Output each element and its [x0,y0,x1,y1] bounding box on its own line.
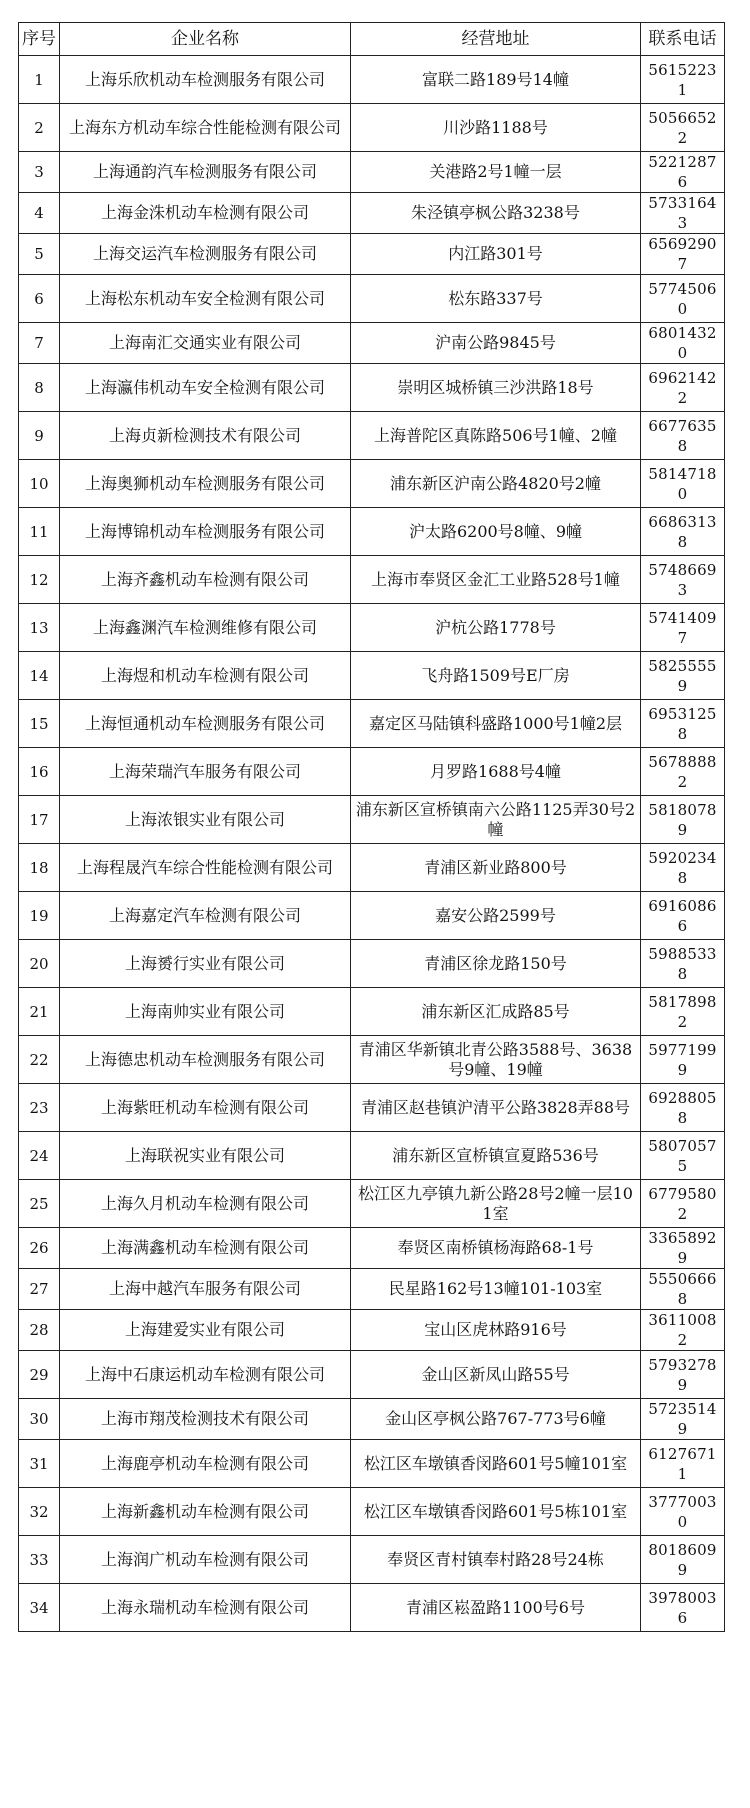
cell-company-name: 上海市翔茂检测技术有限公司 [60,1399,351,1440]
cell-address: 川沙路1188号 [351,104,641,152]
cell-address: 青浦区崧盈路1100号6号 [351,1584,641,1632]
cell-index: 7 [19,323,60,364]
cell-address: 金山区新凤山路55号 [351,1351,641,1399]
cell-phone: 69160866 [641,892,725,940]
table-row [19,1440,725,1488]
cell-phone: 66863138 [641,508,725,556]
cell-index: 12 [19,556,60,604]
cell-address: 沪杭公路1778号 [351,604,641,652]
table-row [19,104,725,152]
cell-address: 青浦区华新镇北青公路3588号、3638号9幢、19幢 [351,1036,641,1084]
cell-address: 浦东新区宣桥镇南六公路1125弄30号2幢 [351,796,641,844]
cell-index: 4 [19,193,60,234]
cell-index: 11 [19,508,60,556]
cell-address: 沪太路6200号8幢、9幢 [351,508,641,556]
cell-phone: 36110082 [641,1310,725,1351]
cell-address: 内江路301号 [351,234,641,275]
table-row [19,1310,725,1351]
cell-company-name: 上海南汇交通实业有限公司 [60,323,351,364]
table-row [19,1351,725,1399]
cell-index: 20 [19,940,60,988]
cell-phone: 58070575 [641,1132,725,1180]
cell-company-name: 上海嘉定汽车检测有限公司 [60,892,351,940]
header-address: 经营地址 [351,23,641,56]
cell-address: 奉贤区南桥镇杨海路68-1号 [351,1228,641,1269]
cell-index: 23 [19,1084,60,1132]
cell-company-name: 上海齐鑫机动车检测有限公司 [60,556,351,604]
cell-index: 28 [19,1310,60,1351]
table-row [19,364,725,412]
cell-address: 崇明区城桥镇三沙洪路18号 [351,364,641,412]
cell-company-name: 上海荣瑞汽车服务有限公司 [60,748,351,796]
inspection-station-table [18,22,725,1632]
table-row [19,323,725,364]
cell-company-name: 上海恒通机动车检测服务有限公司 [60,700,351,748]
table-row [19,844,725,892]
cell-index: 9 [19,412,60,460]
table-row [19,700,725,748]
cell-company-name: 上海中越汽车服务有限公司 [60,1269,351,1310]
cell-index: 18 [19,844,60,892]
cell-index: 22 [19,1036,60,1084]
cell-index: 32 [19,1488,60,1536]
cell-phone: 57331643 [641,193,725,234]
table-row [19,1084,725,1132]
cell-company-name: 上海煜和机动车检测有限公司 [60,652,351,700]
cell-address: 金山区亭枫公路767-773号6幢 [351,1399,641,1440]
cell-phone: 59771999 [641,1036,725,1084]
header-company-name: 企业名称 [60,23,351,56]
cell-index: 27 [19,1269,60,1310]
cell-phone: 58255559 [641,652,725,700]
cell-address: 上海普陀区真陈路506号1幢、2幢 [351,412,641,460]
cell-phone: 69531258 [641,700,725,748]
cell-index: 29 [19,1351,60,1399]
cell-index: 33 [19,1536,60,1584]
cell-index: 26 [19,1228,60,1269]
cell-company-name: 上海东方机动车综合性能检测有限公司 [60,104,351,152]
cell-address: 朱泾镇亭枫公路3238号 [351,193,641,234]
cell-phone: 66776358 [641,412,725,460]
cell-phone: 56788882 [641,748,725,796]
cell-index: 13 [19,604,60,652]
cell-company-name: 上海紫旺机动车检测有限公司 [60,1084,351,1132]
table-row [19,1269,725,1310]
cell-address: 松东路337号 [351,275,641,323]
header-index: 序号 [19,23,60,56]
cell-company-name: 上海新鑫机动车检测有限公司 [60,1488,351,1536]
table-row [19,892,725,940]
cell-phone: 50566522 [641,104,725,152]
cell-company-name: 上海鹿亭机动车检测有限公司 [60,1440,351,1488]
cell-address: 宝山区虎林路916号 [351,1310,641,1351]
cell-phone: 69621422 [641,364,725,412]
cell-phone: 37770030 [641,1488,725,1536]
table-row [19,1584,725,1632]
cell-address: 浦东新区宣桥镇宣夏路536号 [351,1132,641,1180]
table-row [19,652,725,700]
cell-phone: 58178982 [641,988,725,1036]
cell-index: 25 [19,1180,60,1228]
cell-index: 21 [19,988,60,1036]
table-row [19,275,725,323]
cell-company-name: 上海通韵汽车检测服务有限公司 [60,152,351,193]
cell-company-name: 上海鑫渊汽车检测维修有限公司 [60,604,351,652]
table-row [19,152,725,193]
cell-index: 2 [19,104,60,152]
cell-phone: 57235149 [641,1399,725,1440]
table-row [19,412,725,460]
cell-company-name: 上海浓银实业有限公司 [60,796,351,844]
cell-address: 松江区车墩镇香闵路601号5幢101室 [351,1440,641,1488]
cell-address: 嘉定区马陆镇科盛路1000号1幢2层 [351,700,641,748]
cell-address: 青浦区徐龙路150号 [351,940,641,988]
cell-phone: 39780036 [641,1584,725,1632]
cell-index: 8 [19,364,60,412]
cell-phone: 61276711 [641,1440,725,1488]
table-row [19,556,725,604]
cell-index: 31 [19,1440,60,1488]
cell-address: 嘉安公路2599号 [351,892,641,940]
table-header-row [19,23,725,56]
cell-company-name: 上海奥狮机动车检测服务有限公司 [60,460,351,508]
table-row [19,1488,725,1536]
cell-address: 民星路162号13幢101-103室 [351,1269,641,1310]
cell-phone: 80186099 [641,1536,725,1584]
cell-address: 富联二路189号14幢 [351,56,641,104]
header-phone: 联系电话 [641,23,725,56]
cell-company-name: 上海久月机动车检测有限公司 [60,1180,351,1228]
table-row [19,1536,725,1584]
cell-phone: 58147180 [641,460,725,508]
cell-index: 17 [19,796,60,844]
cell-company-name: 上海瀛伟机动车安全检测有限公司 [60,364,351,412]
cell-address: 青浦区赵巷镇沪清平公路3828弄88号 [351,1084,641,1132]
cell-address: 关港路2号1幢一层 [351,152,641,193]
cell-company-name: 上海贞新检测技术有限公司 [60,412,351,460]
cell-company-name: 上海润广机动车检测有限公司 [60,1536,351,1584]
table-row [19,234,725,275]
cell-address: 浦东新区汇成路85号 [351,988,641,1036]
table-row [19,1132,725,1180]
cell-address: 沪南公路9845号 [351,323,641,364]
cell-index: 3 [19,152,60,193]
table-row [19,508,725,556]
cell-phone: 67795802 [641,1180,725,1228]
cell-index: 1 [19,56,60,104]
cell-address: 月罗路1688号4幢 [351,748,641,796]
cell-phone: 57486693 [641,556,725,604]
cell-company-name: 上海乐欣机动车检测服务有限公司 [60,56,351,104]
cell-address: 松江区车墩镇香闵路601号5栋101室 [351,1488,641,1536]
cell-phone: 65692907 [641,234,725,275]
cell-company-name: 上海德忠机动车检测服务有限公司 [60,1036,351,1084]
document-page [18,22,724,1632]
table-row [19,1228,725,1269]
cell-address: 浦东新区沪南公路4820号2幢 [351,460,641,508]
cell-phone: 57932789 [641,1351,725,1399]
table-row [19,796,725,844]
cell-company-name: 上海满鑫机动车检测有限公司 [60,1228,351,1269]
table-row [19,988,725,1036]
cell-address: 飞舟路1509号E厂房 [351,652,641,700]
cell-address: 松江区九亭镇九新公路28号2幢一层101室 [351,1180,641,1228]
table-row [19,1180,725,1228]
table-row [19,1036,725,1084]
cell-index: 14 [19,652,60,700]
cell-index: 34 [19,1584,60,1632]
cell-company-name: 上海博锦机动车检测服务有限公司 [60,508,351,556]
cell-phone: 59885338 [641,940,725,988]
cell-index: 5 [19,234,60,275]
cell-phone: 59202348 [641,844,725,892]
cell-phone: 58180789 [641,796,725,844]
cell-address: 上海市奉贤区金汇工业路528号1幢 [351,556,641,604]
cell-company-name: 上海金洙机动车检测有限公司 [60,193,351,234]
cell-index: 24 [19,1132,60,1180]
table-body [19,56,725,1632]
table-row [19,193,725,234]
cell-index: 10 [19,460,60,508]
cell-index: 19 [19,892,60,940]
cell-phone: 57745060 [641,275,725,323]
cell-phone: 57414097 [641,604,725,652]
table-row [19,1399,725,1440]
cell-company-name: 上海南帅实业有限公司 [60,988,351,1036]
cell-company-name: 上海程晟汽车综合性能检测有限公司 [60,844,351,892]
cell-index: 16 [19,748,60,796]
cell-phone: 56152231 [641,56,725,104]
cell-index: 6 [19,275,60,323]
cell-index: 30 [19,1399,60,1440]
cell-company-name: 上海永瑞机动车检测有限公司 [60,1584,351,1632]
cell-phone: 55506668 [641,1269,725,1310]
table-row [19,56,725,104]
cell-phone: 52212876 [641,152,725,193]
table-row [19,604,725,652]
cell-company-name: 上海中石康运机动车检测有限公司 [60,1351,351,1399]
cell-company-name: 上海松东机动车安全检测有限公司 [60,275,351,323]
cell-phone: 69288058 [641,1084,725,1132]
cell-company-name: 上海建爱实业有限公司 [60,1310,351,1351]
cell-index: 15 [19,700,60,748]
cell-company-name: 上海联祝实业有限公司 [60,1132,351,1180]
cell-phone: 33658929 [641,1228,725,1269]
cell-company-name: 上海交运汽车检测服务有限公司 [60,234,351,275]
table-row [19,460,725,508]
table-row [19,940,725,988]
cell-phone: 68014320 [641,323,725,364]
cell-address: 奉贤区青村镇奉村路28号24栋 [351,1536,641,1584]
cell-address: 青浦区新业路800号 [351,844,641,892]
table-row [19,748,725,796]
cell-company-name: 上海赟行实业有限公司 [60,940,351,988]
